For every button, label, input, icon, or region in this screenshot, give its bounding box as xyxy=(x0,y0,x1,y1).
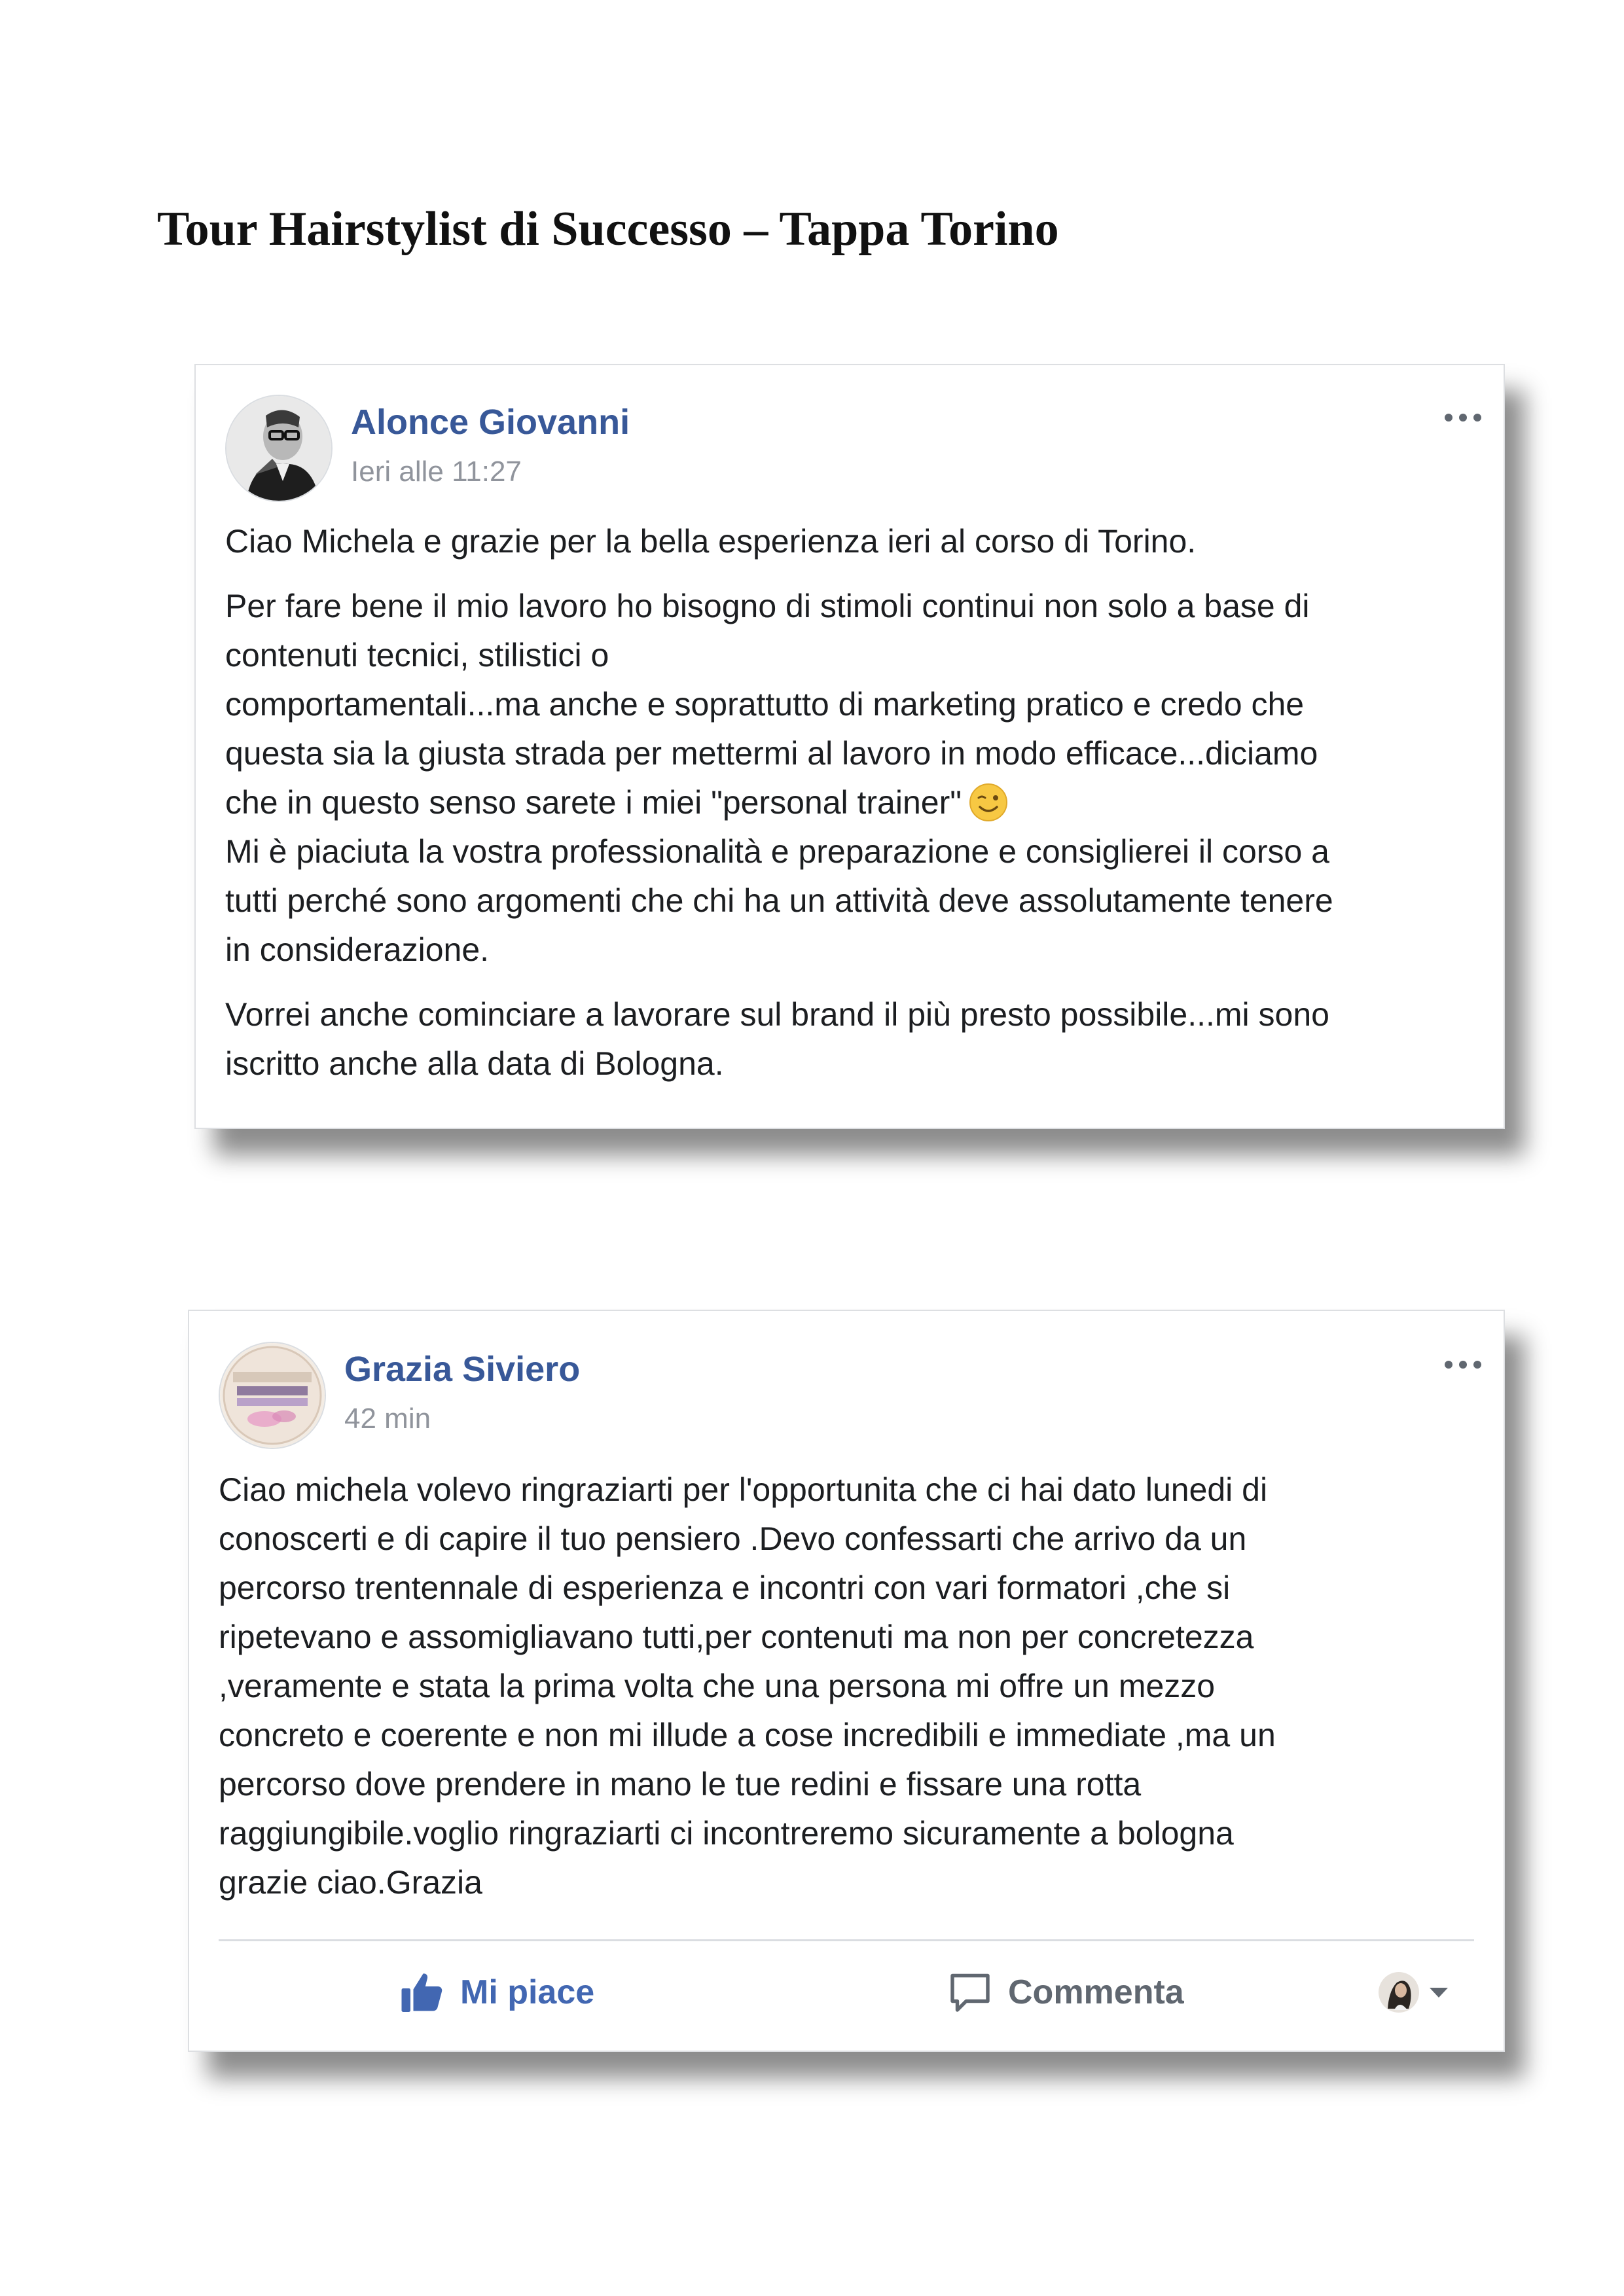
text-line: tutti perché sono argomenti che chi ha un attività deve assolutamente tenere xyxy=(225,882,1333,919)
text-line: Vorrei anche cominciare a lavorare sul brand il più presto possibile...mi sono xyxy=(225,996,1329,1033)
post-author[interactable]: Grazia Siviero xyxy=(344,1350,581,1389)
post-paragraph xyxy=(225,517,1477,566)
post-timestamp[interactable]: Ieri alle 11:27 xyxy=(351,456,522,488)
document-title: Tour Hairstylist di Successo – Tappa Torino xyxy=(157,202,1059,256)
text-line: raggiungibile.voglio ringraziarti ci incontreremo sicuramente a bologna xyxy=(219,1815,1234,1852)
text-line: conoscerti e di capire il tuo pensiero .Devo confessarti che arrivo da un xyxy=(219,1520,1247,1557)
post-paragraph xyxy=(225,990,1477,1088)
caret-down-icon xyxy=(1427,1984,1451,2000)
text-line: Ciao Michela e grazie per la bella esperienza ieri al corso di Torino. xyxy=(225,523,1197,560)
text-line: grazie ciao.Grazia xyxy=(219,1864,482,1901)
post-timestamp[interactable]: 42 min xyxy=(344,1403,431,1435)
text-line: ,veramente e stata la prima volta che una persona mi offre un mezzo xyxy=(219,1668,1216,1704)
avatar-photo-icon xyxy=(226,396,331,501)
text-line: concreto e coerente e non mi illude a cose incredibili e immediate ,ma un xyxy=(219,1717,1276,1753)
reaction-profile-selector[interactable] xyxy=(1377,1971,1451,2014)
like-button[interactable] xyxy=(399,1969,594,2016)
text-line: Mi è piaciuta la vostra professionalità e preparazione e consiglierei il corso a xyxy=(225,833,1329,870)
text-line: questa sia la giusta strada per mettermi al lavoro in modo efficace...diciamo xyxy=(225,735,1318,772)
text-line: Per fare bene il mio lavoro ho bisogno di stimoli continui non solo a base di xyxy=(225,588,1310,624)
text-line: iscritto anche alla data di Bologna. xyxy=(225,1045,724,1082)
comment-bubble-icon xyxy=(947,1969,994,2016)
text-line: percorso trentennale di esperienza e incontri con vari formatori ,che si xyxy=(219,1570,1231,1606)
thumbs-up-icon xyxy=(399,1969,446,2016)
comment-label: Commenta xyxy=(1008,1973,1184,2011)
like-label: Mi piace xyxy=(460,1973,595,2011)
text-line: in considerazione. xyxy=(225,931,490,968)
comment-button[interactable] xyxy=(947,1969,1184,2016)
post-card-grazia-siviero xyxy=(188,1310,1505,2052)
profile-avatar-icon xyxy=(1377,1971,1420,2014)
post-text xyxy=(225,517,1477,1104)
more-options-icon[interactable] xyxy=(1445,1358,1481,1371)
text-line: Ciao michela volevo ringraziarti per l'opportunita che ci hai dato lunedi di xyxy=(219,1471,1268,1508)
text-line: contenuti tecnici, stilistici o xyxy=(225,637,609,673)
wink-emoji-icon xyxy=(968,782,1009,823)
post-card-alonce-giovanni xyxy=(194,364,1505,1129)
text-line-with-emoji xyxy=(225,778,1477,827)
salon-logo-icon xyxy=(220,1343,325,1448)
text-line: percorso dove prendere in mano le tue redini e fissare una rotta xyxy=(219,1766,1142,1803)
text-segment: che in questo senso sarete i miei "personal trainer" xyxy=(225,784,962,821)
action-bar-divider xyxy=(219,1939,1474,1941)
avatar[interactable] xyxy=(225,395,333,502)
more-options-icon[interactable] xyxy=(1445,411,1481,424)
post-text xyxy=(219,1465,1477,1907)
text-line: ripetevano e assomigliavano tutti,per contenuti ma non per concretezza xyxy=(219,1619,1254,1655)
text-line: comportamentali...ma anche e soprattutto di marketing pratico e credo che xyxy=(225,686,1305,723)
avatar[interactable] xyxy=(219,1342,326,1449)
post-paragraph xyxy=(225,582,1477,975)
post-author[interactable]: Alonce Giovanni xyxy=(351,403,630,442)
